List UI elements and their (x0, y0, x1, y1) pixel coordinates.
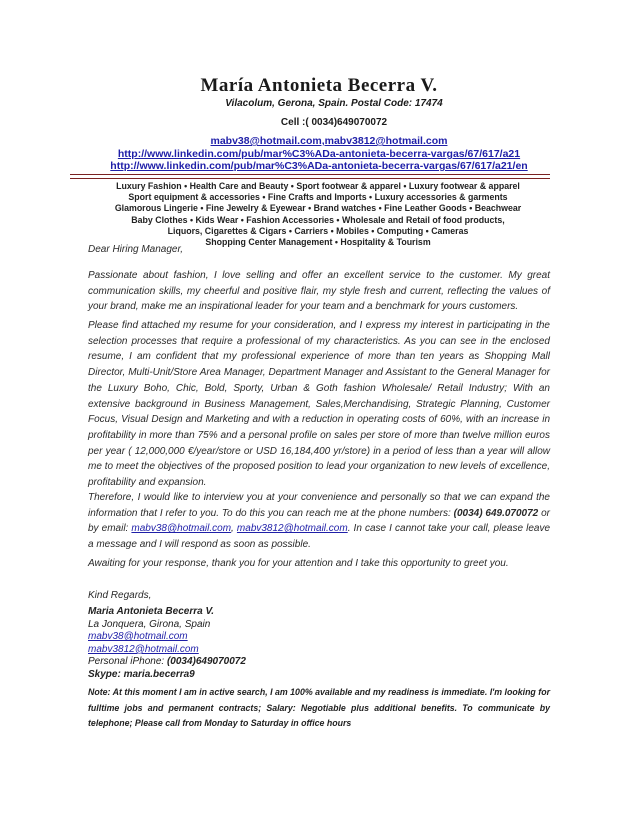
header-divider (70, 174, 550, 179)
signature-block (88, 606, 548, 682)
p3-phone: (0034) 649.070072 (453, 507, 539, 519)
paragraph-4: Awaiting for your response, thank you for your attention and I take this opportunity to greet you. (88, 558, 509, 569)
signature-city: La Jonquera, Girona, Spain (88, 618, 211, 630)
paragraph-1: Passionate about fashion, I love selling and offer an excellent service to the customer. My great communication skills, my cheerful and positive flair, my style fresh and current, reflecting the values of your brand, make me an inspirational leader for your team and a benchmark for yours customers. (88, 270, 550, 313)
availability-note: Note: At this moment I am in active search, I am 100% available and my readiness is immediate. I'm looking for fulltime jobs and permanent contracts; Salary: Negotiable plus additional benefits. To communicate by telephone; Please call from Monday to Saturday in office hours (88, 687, 550, 728)
applicant-address: Vilacolum, Gerona, Spain. Postal Code: 17474 (225, 98, 443, 109)
skills-block (98, 181, 538, 248)
skills-line: Shopping Center Management • Hospitality & Tourism (205, 237, 431, 248)
linkedin-link-2[interactable]: http://www.linkedin.com/pub/mar%C3%ADa-antonieta-becerra-vargas/67/617/a21/en (110, 160, 528, 172)
signature-name: Maria Antonieta Becerra V. (88, 606, 214, 617)
p3-sep: , (231, 523, 237, 535)
p3-text-b: or by email: (88, 507, 550, 535)
paragraph-3 (88, 490, 550, 553)
skills-line: Luxury Fashion • Health Care and Beauty • Sport footwear & apparel • Luxury footwear & apparel (116, 181, 520, 191)
p3-text-c: . In case I cannot take your call, please leave a message and I will respond as soon as possible. (88, 523, 551, 551)
applicant-cell: Cell :( 0034)649070072 (280, 117, 388, 128)
signature-phone: (0034)649070072 (166, 656, 246, 668)
applicant-name: María Antonieta Becerra V. (200, 75, 438, 96)
skills-line: Glamorous Lingerie • Fine Jewelry & Eyewear • Brand watches • Fine Leather Goods • Beachwear (114, 203, 522, 214)
linkedin-link-1[interactable]: http://www.linkedin.com/pub/mar%C3%ADa-antonieta-becerra-vargas/67/617/a21 (117, 148, 521, 160)
p3-email-2[interactable]: mabv3812@hotmail.com (236, 523, 348, 535)
p3-text-a: Therefore, I would like to interview you at your convenience and personally so that we can expand the information that I refer to you. To do this you can reach me at the phone numbers: (88, 492, 550, 519)
skills-line: Baby Clothes • Kids Wear • Fashion Accessories • Wholesale and Retail of food products, (131, 214, 505, 225)
skills-line: Sport equipment & accessories • Fine Crafts and Imports • Luxury accessories & garments (128, 192, 508, 203)
closing: Kind Regards, (88, 590, 152, 601)
signature-skype: Skype: maria.becerra9 (88, 668, 195, 680)
signature-phone-label: Personal iPhone: (88, 656, 167, 668)
paragraph-2: Please find attached my resume for your consideration, and I express my interest in participating in the selection processes that require a professional of my characteristics. As you can see in the enclosed resume, I am confident that my professional experience of more than ten years as Shopping Mall Director, Multi-Unit/Store Area Manager, Department Manager and Assistant to the General Manager for the Luxury Boho, Chic, Bold, Sporty, Urban & Goth fashion Wholesale/ Retail Industry; With an extensive background in Business Management, Sales,Merchandising, Strategic Planning, Customer Focus, Visual Design and Marketing and with a reduction in operating costs of 60%, with an increase in profitability in more than 75% and a personal profile on sales per store of more than twelve million euros per year ( 12,000,000 €/year/store or USD 16,184,400 yr/store) in a period of less than a year will allow me to meet the objectives of the proposed position to lead your organization to new levels of excellence, profitability and expansion. (88, 320, 550, 489)
signature-phone-line (88, 656, 548, 669)
p3-email-1[interactable]: mabv38@hotmail.com (131, 523, 232, 535)
signature-email-2[interactable]: mabv3812@hotmail.com (88, 643, 199, 655)
greeting: Dear Hiring Manager, (88, 244, 184, 255)
email-links[interactable]: mabv38@hotmail.com,mabv3812@hotmail.com (210, 135, 448, 147)
signature-email-1[interactable]: mabv38@hotmail.com (88, 631, 188, 643)
skills-line: Liquors, Cigarettes & Cigars • Carriers • Mobiles • Computing • Cameras (167, 225, 469, 236)
